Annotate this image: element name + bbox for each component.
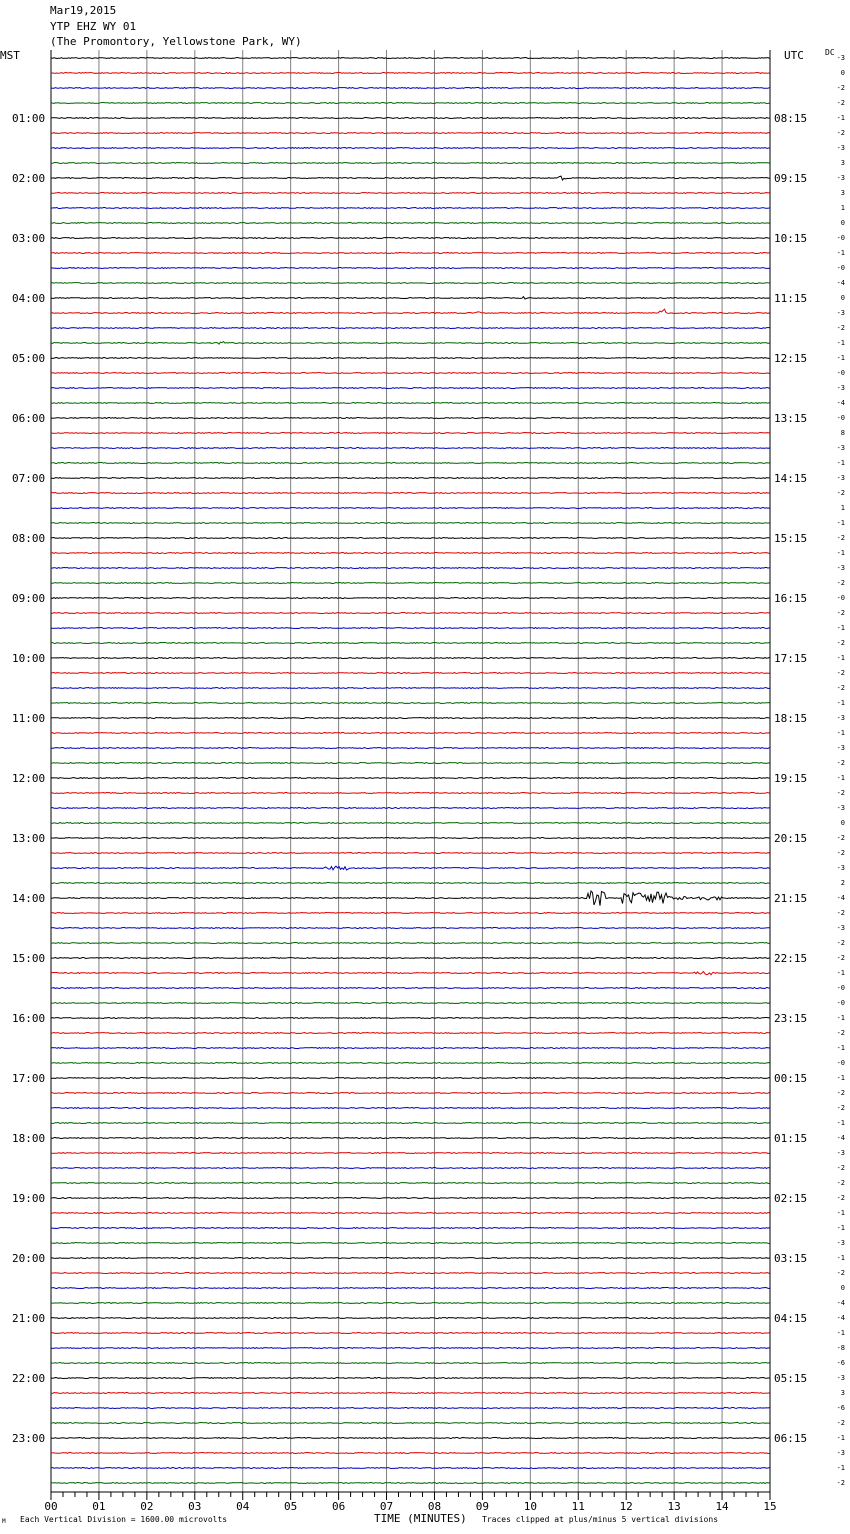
seismic-trace [51, 223, 770, 224]
seismic-trace [51, 1168, 770, 1169]
right-hour-label: 18:15 [774, 712, 808, 725]
right-hour-label: 20:15 [774, 832, 808, 845]
dc-offset-value: 0 [840, 819, 845, 827]
seismic-trace [51, 763, 770, 764]
seismic-trace [51, 1438, 770, 1439]
seismic-trace [51, 148, 770, 149]
dc-offset-value: -0 [836, 414, 845, 422]
seismic-trace [51, 297, 770, 299]
station-location: (The Promontory, Yellowstone Park, WY) [50, 35, 302, 48]
x-tick-label: 01 [92, 1500, 106, 1513]
dc-offset-value: -1 [836, 249, 845, 257]
right-hour-label: 03:15 [774, 1252, 808, 1265]
right-hour-label: 11:15 [774, 292, 808, 305]
x-tick-label: 12 [619, 1500, 633, 1513]
dc-offset-value: -2 [836, 684, 845, 692]
seismic-trace [51, 238, 770, 239]
seismic-trace [51, 972, 770, 975]
station-code: YTP EHZ WY 01 [50, 20, 137, 33]
x-tick-label: 00 [44, 1500, 58, 1513]
dc-offset-value: -3 [836, 444, 845, 452]
dc-offset-value: -1 [836, 459, 845, 467]
seismic-trace [51, 1423, 770, 1424]
dc-offset-value: -2 [836, 1089, 845, 1097]
left-hour-label: 20:00 [12, 1252, 46, 1265]
seismic-trace [51, 1363, 770, 1364]
seismic-trace [51, 448, 770, 449]
dc-offset-value: -1 [836, 339, 845, 347]
dc-offset-value: 3 [840, 189, 845, 197]
dc-offset-value: -2 [836, 609, 845, 617]
x-axis-title: TIME (MINUTES) [374, 1512, 467, 1525]
seismic-trace [51, 703, 770, 704]
dc-offset-value: -1 [836, 624, 845, 632]
dc-offset-value: -3 [836, 174, 845, 182]
seismic-trace [51, 1033, 770, 1034]
seismic-trace [51, 613, 770, 614]
right-hour-label: 08:15 [774, 112, 808, 125]
right-hour-label: 02:15 [774, 1192, 808, 1205]
seismic-trace [51, 388, 770, 389]
dc-offset-value: -1 [836, 1014, 845, 1022]
x-tick-label: 07 [379, 1500, 394, 1513]
dc-offset-value: -2 [836, 534, 845, 542]
left-hour-label: 23:00 [12, 1432, 46, 1445]
dc-offset-value: -2 [836, 1029, 845, 1037]
seismic-trace [51, 943, 770, 944]
left-hour-label: 02:00 [12, 172, 46, 185]
x-tick-label: 09 [475, 1500, 490, 1513]
dc-offset-value: -2 [836, 129, 845, 137]
seismic-trace [51, 1183, 770, 1184]
dc-offset-value: -0 [836, 594, 845, 602]
dc-offset-value: -3 [836, 474, 845, 482]
seismic-trace [51, 583, 770, 584]
dc-offset-value: -3 [836, 924, 845, 932]
plot-date: Mar19,2015 [50, 4, 117, 17]
dc-offset-value: -2 [836, 834, 845, 842]
seismic-trace [51, 418, 770, 419]
dc-offset-value: -2 [836, 1479, 845, 1487]
seismic-trace [51, 673, 770, 674]
seismic-trace [51, 808, 770, 809]
dc-offset-value: -1 [836, 654, 845, 662]
seismic-trace [51, 1108, 770, 1109]
x-tick-label: 08 [427, 1500, 442, 1513]
dc-offset-value: -1 [836, 1329, 845, 1337]
dc-offset-value: -1 [836, 1209, 845, 1217]
dc-offset-header: DC [825, 48, 835, 57]
dc-offset-value: -4 [836, 1134, 845, 1142]
seismic-trace [51, 1213, 770, 1214]
dc-offset-value: -2 [836, 669, 845, 677]
right-hour-label: 19:15 [774, 772, 808, 785]
x-tick-label: 11 [571, 1500, 585, 1513]
dc-offset-value: -3 [836, 714, 845, 722]
dc-offset-value: -1 [836, 519, 845, 527]
x-tick-label: 14 [715, 1500, 729, 1513]
seismic-trace [51, 733, 770, 734]
dc-offset-value: -1 [836, 729, 845, 737]
seismic-trace [51, 403, 770, 404]
seismic-trace [51, 628, 770, 629]
seismic-trace [51, 866, 770, 870]
seismic-trace [51, 1318, 770, 1319]
right-hour-label: 00:15 [774, 1072, 808, 1085]
dc-offset-value: -4 [836, 279, 845, 287]
left-hour-label: 03:00 [12, 232, 46, 245]
right-hour-label: 23:15 [774, 1012, 808, 1025]
dc-offset-value: -3 [836, 1149, 845, 1157]
seismic-trace [51, 643, 770, 644]
right-hour-label: 17:15 [774, 652, 808, 665]
seismic-trace [51, 928, 770, 929]
right-hour-label: 05:15 [774, 1372, 808, 1385]
dc-offset-value: -2 [836, 909, 845, 917]
seismic-trace [51, 1123, 770, 1124]
dc-offset-value: -3 [836, 564, 845, 572]
right-hour-label: 14:15 [774, 472, 808, 485]
seismic-trace [51, 433, 770, 434]
seismic-trace [51, 1453, 770, 1454]
seismic-trace [51, 1048, 770, 1049]
dc-offset-value: -1 [836, 774, 845, 782]
dc-offset-value: 3 [840, 159, 845, 167]
dc-offset-value: -1 [836, 114, 845, 122]
left-hour-label: 09:00 [12, 592, 46, 605]
dc-offset-value: -1 [836, 1254, 845, 1262]
seismic-trace [51, 1393, 770, 1394]
seismic-trace [51, 1093, 770, 1094]
dc-offset-value: 0 [840, 69, 845, 77]
right-hour-label: 16:15 [774, 592, 808, 605]
dc-offset-value: -3 [836, 54, 845, 62]
left-hour-label: 01:00 [12, 112, 46, 125]
dc-offset-value: -1 [836, 969, 845, 977]
dc-offset-value: -2 [836, 324, 845, 332]
seismic-trace [51, 1078, 770, 1079]
dc-offset-value: -1 [836, 354, 845, 362]
dc-offset-value: -2 [836, 1194, 845, 1202]
dc-offset-value: -2 [836, 789, 845, 797]
dc-offset-value: -2 [836, 489, 845, 497]
seismic-trace [51, 163, 770, 164]
seismic-trace [51, 1378, 770, 1379]
dc-offset-value: 0 [840, 1284, 845, 1292]
x-tick-label: 06 [331, 1500, 346, 1513]
right-hour-label: 01:15 [774, 1132, 808, 1145]
dc-offset-value: -0 [836, 984, 845, 992]
dc-offset-value: -2 [836, 1104, 845, 1112]
seismic-trace [51, 688, 770, 689]
dc-offset-value: -3 [836, 804, 845, 812]
seismic-trace [51, 118, 770, 119]
dc-offset-value: -2 [836, 639, 845, 647]
seismic-trace [51, 1273, 770, 1274]
corner-mark: M [2, 1518, 6, 1525]
left-hour-label: 19:00 [12, 1192, 46, 1205]
dc-offset-value: -1 [836, 1224, 845, 1232]
seismic-trace [51, 778, 770, 779]
seismic-trace [51, 1063, 770, 1064]
seismic-trace [51, 1468, 770, 1469]
dc-offset-value: -3 [836, 1449, 845, 1457]
seismic-trace [51, 1408, 770, 1409]
dc-offset-value: -2 [836, 954, 845, 962]
seismic-trace [51, 478, 770, 479]
seismic-trace [51, 718, 770, 719]
right-hour-label: 21:15 [774, 892, 808, 905]
seismic-trace [51, 523, 770, 524]
seismic-trace [51, 823, 770, 824]
right-hour-label: 10:15 [774, 232, 808, 245]
x-tick-label: 05 [284, 1500, 298, 1513]
dc-offset-value: -3 [836, 1239, 845, 1247]
seismic-trace [51, 358, 770, 359]
x-tick-label: 10 [523, 1500, 537, 1513]
dc-offset-value: 1 [840, 504, 845, 512]
dc-offset-value: 1 [840, 204, 845, 212]
seismic-trace [51, 103, 770, 104]
clip-note: Traces clipped at plus/minus 5 vertical divisions [482, 1515, 719, 1524]
dc-offset-value: -4 [836, 894, 845, 902]
dc-offset-value: -0 [836, 999, 845, 1007]
seismic-trace [51, 793, 770, 794]
seismic-trace [51, 538, 770, 539]
left-hour-label: 05:00 [12, 352, 46, 365]
left-hour-label: 11:00 [12, 712, 46, 725]
dc-offset-value: -1 [836, 1074, 845, 1082]
seismic-trace [51, 373, 770, 374]
dc-offset-value: -0 [836, 264, 845, 272]
dc-offset-value: -3 [836, 309, 845, 317]
dc-offset-value: -3 [836, 1374, 845, 1382]
seismic-trace [51, 658, 770, 659]
seismic-trace [51, 1348, 770, 1349]
right-hour-label: 04:15 [774, 1312, 808, 1325]
seismic-trace [51, 1228, 770, 1229]
dc-offset-value: -2 [836, 939, 845, 947]
seismic-trace [51, 748, 770, 749]
dc-offset-value: 2 [840, 879, 845, 887]
seismic-trace [51, 1003, 770, 1004]
dc-offset-value: -6 [836, 1359, 845, 1367]
x-tick-label: 04 [236, 1500, 250, 1513]
right-timezone-label: UTC [784, 49, 804, 62]
right-hour-label: 12:15 [774, 352, 808, 365]
left-hour-label: 18:00 [12, 1132, 46, 1145]
seismic-trace [51, 1153, 770, 1154]
dc-offset-value: -1 [836, 549, 845, 557]
dc-offset-value: -2 [836, 1419, 845, 1427]
left-hour-label: 14:00 [12, 892, 46, 905]
seismic-trace [51, 988, 770, 989]
seismic-trace [51, 1288, 770, 1289]
seismic-trace [51, 1303, 770, 1304]
left-hour-label: 15:00 [12, 952, 46, 965]
dc-offset-value: -1 [836, 1119, 845, 1127]
seismic-trace [51, 568, 770, 569]
seismic-trace [51, 193, 770, 194]
dc-offset-value: -1 [836, 1464, 845, 1472]
left-hour-label: 13:00 [12, 832, 46, 845]
seismic-trace [51, 891, 770, 906]
seismic-trace [51, 342, 770, 345]
x-tick-label: 03 [188, 1500, 202, 1513]
dc-offset-value: -3 [836, 144, 845, 152]
dc-offset-value: -4 [836, 1314, 845, 1322]
seismic-trace [51, 328, 770, 329]
seismic-trace [51, 133, 770, 134]
seismic-trace [51, 508, 770, 509]
dc-offset-value: -2 [836, 1164, 845, 1172]
dc-offset-value: -2 [836, 99, 845, 107]
seismic-trace [51, 268, 770, 269]
left-hour-label: 07:00 [12, 472, 46, 485]
x-tick-label: 13 [667, 1500, 681, 1513]
dc-offset-value: -2 [836, 849, 845, 857]
left-hour-label: 04:00 [12, 292, 46, 305]
dc-offset-value: -2 [836, 1269, 845, 1277]
seismic-trace [51, 283, 770, 284]
right-hour-label: 13:15 [774, 412, 808, 425]
dc-offset-value: -2 [836, 1179, 845, 1187]
left-hour-label: 06:00 [12, 412, 46, 425]
left-hour-label: 16:00 [12, 1012, 46, 1025]
seismic-trace [51, 253, 770, 254]
dc-offset-value: -0 [836, 369, 845, 377]
seismic-trace [51, 309, 770, 313]
dc-offset-value: 8 [840, 429, 845, 437]
x-tick-label: 15 [763, 1500, 777, 1513]
dc-offset-value: -8 [836, 1344, 845, 1352]
seismic-trace [51, 913, 770, 914]
seismic-trace [51, 553, 770, 554]
dc-offset-value: 0 [840, 219, 845, 227]
left-timezone-label: MST [0, 49, 20, 62]
dc-offset-value: -3 [836, 384, 845, 392]
right-hour-label: 06:15 [774, 1432, 808, 1445]
left-hour-label: 17:00 [12, 1072, 46, 1085]
left-hour-label: 21:00 [12, 1312, 46, 1325]
seismic-trace [51, 73, 770, 74]
right-hour-label: 09:15 [774, 172, 808, 185]
left-hour-label: 08:00 [12, 532, 46, 545]
x-tick-label: 02 [140, 1500, 154, 1513]
dc-offset-value: -1 [836, 699, 845, 707]
seismic-trace [51, 1018, 770, 1019]
dc-offset-value: 3 [840, 1389, 845, 1397]
seismic-trace [51, 853, 770, 854]
seismic-trace [51, 493, 770, 494]
dc-offset-value: -1 [836, 1044, 845, 1052]
seismic-trace [51, 958, 770, 959]
dc-offset-value: -6 [836, 1404, 845, 1412]
dc-offset-value: 0 [840, 294, 845, 302]
dc-offset-value: -2 [836, 84, 845, 92]
seismic-trace [51, 1138, 770, 1139]
left-hour-label: 22:00 [12, 1372, 46, 1385]
seismic-trace [51, 463, 770, 464]
right-hour-label: 15:15 [774, 532, 808, 545]
dc-offset-value: -0 [836, 234, 845, 242]
left-hour-label: 12:00 [12, 772, 46, 785]
seismic-trace [51, 598, 770, 599]
dc-offset-value: -3 [836, 864, 845, 872]
seismic-trace [51, 838, 770, 839]
right-hour-label: 22:15 [774, 952, 808, 965]
seismic-trace [51, 58, 770, 59]
dc-offset-value: -2 [836, 759, 845, 767]
seismic-trace [51, 1333, 770, 1334]
seismic-trace [51, 1243, 770, 1244]
seismic-trace [51, 88, 770, 89]
dc-offset-value: -1 [836, 1434, 845, 1442]
seismic-trace [51, 176, 770, 180]
dc-offset-value: -2 [836, 579, 845, 587]
dc-offset-value: -0 [836, 1059, 845, 1067]
seismic-trace [51, 1258, 770, 1259]
vertical-scale-note: Each Vertical Division = 1600.00 microvolts [20, 1515, 228, 1524]
seismic-trace [51, 883, 770, 884]
dc-offset-value: -4 [836, 1299, 845, 1307]
seismic-trace [51, 1483, 770, 1484]
left-hour-label: 10:00 [12, 652, 46, 665]
dc-offset-value: -3 [836, 744, 845, 752]
seismic-trace [51, 208, 770, 209]
dc-offset-value: -4 [836, 399, 845, 407]
seismic-trace [51, 1198, 770, 1199]
